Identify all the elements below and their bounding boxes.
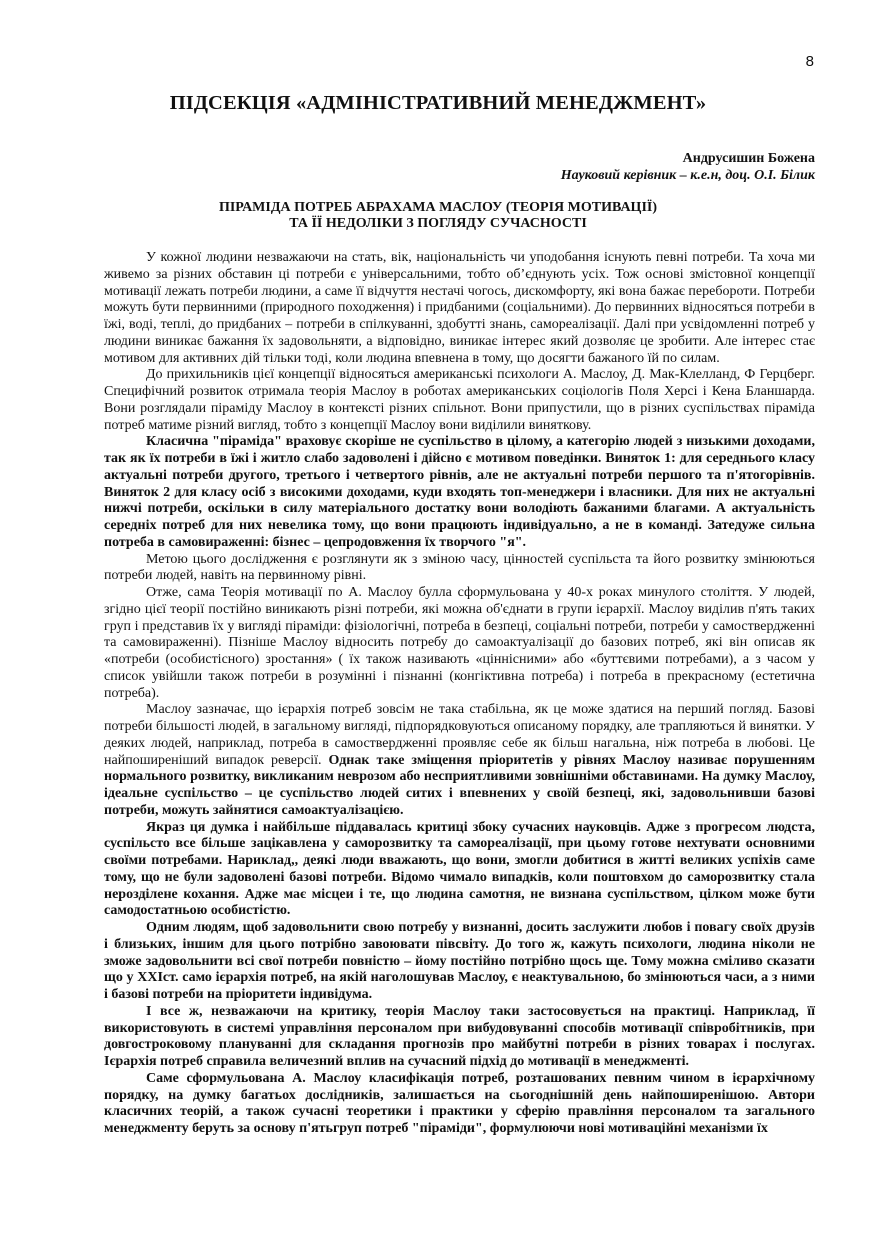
article-title-line-2: ТА ЇЇ НЕДОЛІКИ З ПОГЛЯДУ СУЧАСНОСТІ	[289, 216, 587, 231]
page-number: 8	[805, 53, 814, 70]
paragraph-9: І все ж, незважаючи на критику, теорія Маслоу таки застосовується на практиці. Наприклад, її використовують в системі управління персоналом при вибудовуванні способів мотивації співробітників, при довгостроковому плануванні для складання прогнозів про майбутні потреби в різних товарах і послугах. Ієрархія потреб справила величезний вплив на сучасний підхід до мотивації в менеджменті.	[104, 1003, 815, 1069]
paragraph-1: У кожної людини незважаючи на стать, вік, національність чи уподобання існують певні потреби. Та хоча ми живемо за різних обставин ці потреби є універсальними, тобто об’єднують усіх. Тож основі змістовної концепції мотивації лежать потреби людини, а саме її відчуття нестачі чогось, дискомфорту, які вона бажає перебороти. Потреби можуть бути первинними (природного походження) і придбаними (соціальними). До первинних відносяться потреби в їжі, воді, теплі, до придбаних – потреби в спілкуванні, здобутті знань, самореалізації. Далі при усвідомленні потреб у людини виникає бажання їх задовольняти, а відповідно, виникає інтерес який дозволяє це зробити. Але інтерес стає мотивом для активних дій тільки тоді, коли людина впевнена в тому, що досягти бажаного їй по силам.	[104, 250, 815, 366]
paragraph-3: Класична "піраміда" враховує скоріше не суспільство в цілому, а категорію людей з низькими доходами, так як їх потреби в їжі і житло слабо задоволені і дійсно є мотивом поведінки. Виняток 1: для середнього класу актуальні потреби другого, третього і четвертого рівнів, але не актуальні потреби першого та п'ятогорівнів. Виняток 2 для класу осіб з високими доходами, куди входять топ-менеджери і власники. Для них не актуальні нижчі потреби, оскільки в силу матеріального достатку вони володіють бажаними благами. А актуальність середніх потреб для них невелика тому, що вони працюють індивідуально, а не в команді. Затедуже сильна потреба в самовираженні: бізнес – цепродовження їх творчого "я".	[104, 434, 815, 550]
paragraph-7: Якраз ця думка і найбільше піддавалась критиці збоку сучасних науковців. Адже з прогресом людста, суспільсто все більше зацікавлена у саморозвитку та самореалізації, при цьому готове нехтувати основними своїми потребами. Нариклад,, деякі люди вважають, що вони, змогли добитися в житті великих успіхів саме тому, що не були задоволені базові потреби. Відомо чимало випадків, коли поштовхом до саморозвитку стала нерозділене кохання. Адже має місцеи і те, що людина самотня, не визнана суспільством, цілком може бути самодостатньою особистістю.	[104, 819, 815, 919]
paragraph-6-bold: Однак таке зміщення пріоритетів у рівнях Маслоу називає порушенням нормального розвитку, викликаним неврозом або несприятливими зовнішніми обставинами. На думку Маслоу, ідеальне суспільство – це суспільство людей ситих і впевнених у своїй безпеці, які, задовольнивши базові потреби, можуть зайнятися самоактуалізацією.	[104, 752, 815, 818]
paragraph-10: Саме сформульована А. Маслоу класифікація потреб, розташованих певним чином в ієрархічному порядку, на думку багатьох дослідників, залишається на сьогоднішній день найпоширенішою. Автори класичних теорій, а також сучасні теоретики і практики у сферію правління персоналом та загального менеджменту беруть за основу п'ятьгруп потреб "піраміди", формулюючи нові мотиваційні механізми їх	[104, 1070, 815, 1136]
author-name: Андрусишин Божена	[682, 151, 815, 166]
article-body	[104, 250, 815, 1138]
paragraph-6	[104, 702, 815, 819]
paragraph-5: Отже, сама Теорія мотивації по А. Маслоу булла сформульована у 40-х роках минулого століття. У людей, згідно цієї теорії постійно виникають різні потреби, які можна об'єднати в групи ієрархії. Маслоу виділив п'ять таких груп і представив їх у вигляді піраміди: фізіологічні, потреба в безпеці, соціальні потреби, потреби у самоствердженні та самовираженні). Пізніше Маслоу відносить потребу до самоактуалізації до базових потреб, які він описав як «потреби (особистісного) зростання» ( їх також називають «ціннісними» або «буттєвими потребами), а з часом у список увійшли також потреби в розумінні і пізнанні (конгіктивна потреба) і потреба в прекрасному (естетична потреба).	[104, 585, 815, 701]
paragraph-4: Метою цього дослідження є розглянути як з зміною часу, цінностей суспільста та його розвитку змінюються потреби людей, навіть на первинному рівні.	[104, 551, 815, 584]
article-title	[0, 200, 876, 232]
author-block	[561, 150, 815, 184]
paragraph-8: Одним людям, щоб задовольнити свою потребу у визнанні, досить заслужити любов і повагу своїх друзів і близьких, іншим для цього потрібно завоювати півсвіту. До того ж, кажуть психологи, людина ніколи не зможе задовольнити всі свої потреби повністю – йому постійно потрібно щось ще. Тому можна сміливо сказати що у ХХІст. само ієрархія потреб, на якій наголошував Маслоу, є неактувальною, бо змінюються часи, а з ними і базові потреби на пріоритети індивідума.	[104, 920, 815, 1002]
paragraph-6-regular: Маслоу зазначає, що ієрархія потреб зовсім не така стабільна, як це може здатися на перший погляд. Базові потреби більшості людей, в загальному вигляді, підпорядковуються описаному порядку, але трапляються й винятки. У деяких людей, наприклад, потреба в самоствердженні проявляє себе як більш нагальна, ніж потреба в любові. Це найпоширеніший випадок реверсії.	[104, 702, 815, 768]
supervisor-line: Науковий керівник – к.е.н, доц. О.І. Білик	[560, 168, 815, 183]
article-title-line-1: ПІРАМІДА ПОТРЕБ АБРАХАМА МАСЛОУ (ТЕОРІЯ МОТИВАЦІЇ)	[218, 200, 658, 215]
section-title: ПІДСЕКЦІЯ «АДМІНІСТРАТИВНИЙ МЕНЕДЖМЕНТ»	[169, 92, 707, 114]
paragraph-2: До прихильників цієї концепції відносяться американські психологи А. Маслоу, Д. Мак-Клелланд, Ф Герцберг. Специфічний розвиток отримала теорія Маслоу в роботах американських соціологів Поля Херсі і Кена Бланшарда. Вони розглядали піраміду Маслоу в контексті різних спільнот. Вони припустили, що в різних суспільствах піраміда потреб матиме різний вигляд, тобто з концепції Маслоу вони виділили виняткову.	[104, 367, 815, 433]
